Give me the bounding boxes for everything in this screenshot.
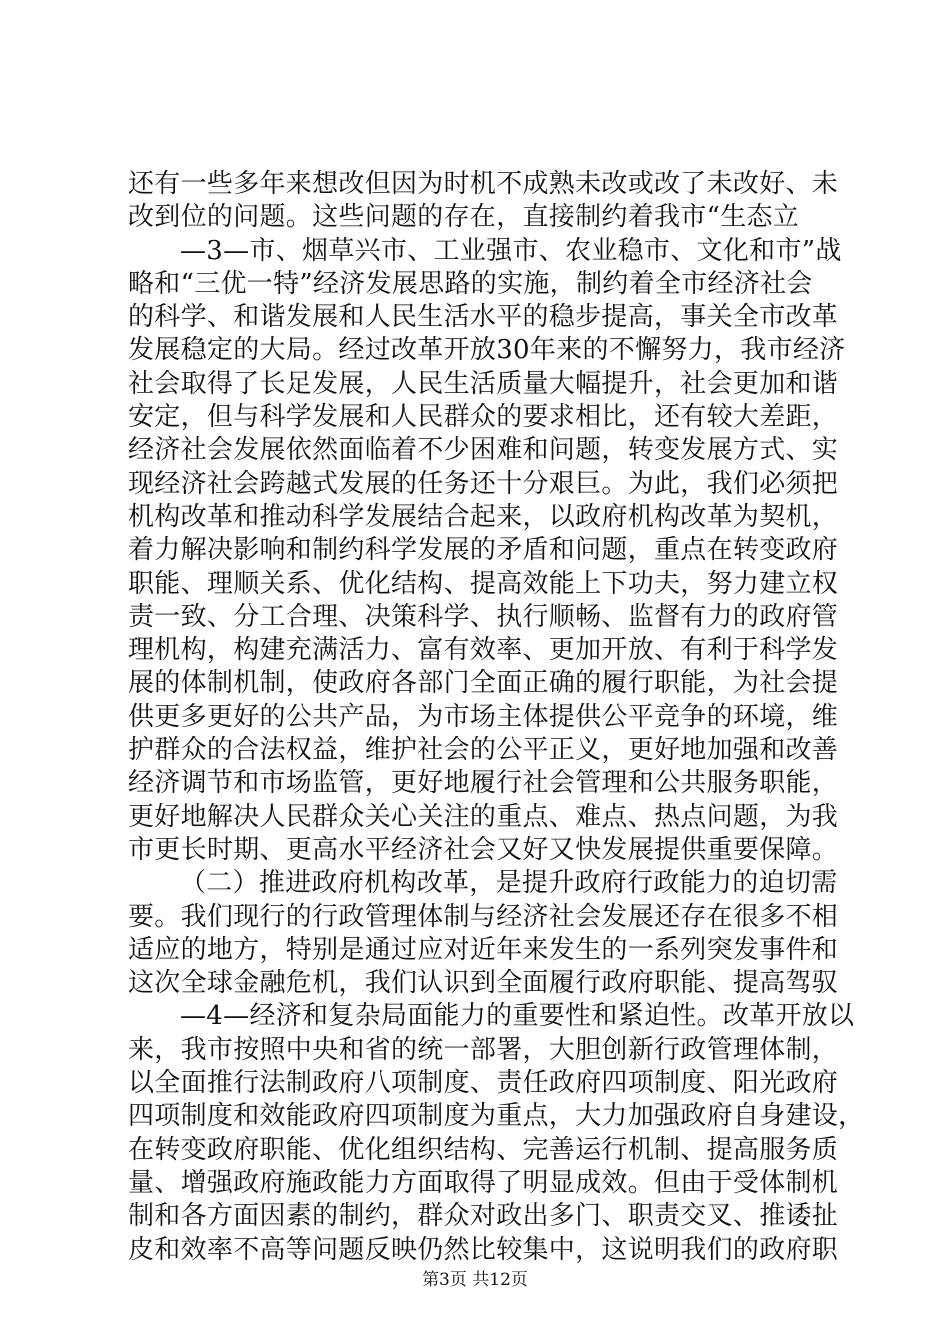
text-line: 护群众的合法权益，维护社会的公平正义，更好地加强和改善 <box>128 735 839 766</box>
text-line: 这次全球金融危机，我们认识到全面履行政府职能、提高驾驭 <box>128 968 839 999</box>
text-line: 理机构，构建充满活力、富有效率、更加开放、有利于科学发 <box>128 635 839 666</box>
text-line: 在转变政府职能、优化组织结构、完善运行机制、提高服务质 <box>128 1134 839 1165</box>
text-line: 着力解决影响和制约科学发展的矛盾和问题，重点在转变政府 <box>128 535 839 566</box>
page-footer <box>0 1270 950 1290</box>
text-line: 改到位的问题。这些问题的存在，直接制约着我市“生态立 <box>128 202 800 233</box>
text-line: 还有一些多年来想改但因为时机不成熟未改或改了未改好、未 <box>128 169 839 199</box>
text-line: 机构改革和推动科学发展结合起来，以政府机构改革为契机， <box>128 501 839 532</box>
text-line: 要。我们现行的行政管理体制与经济社会发展还存在很多不相 <box>128 901 839 932</box>
text-line: —3—市、烟草兴市、工业强市、农业稳市、文化和市”战 <box>180 235 842 266</box>
text-line: 略和“三优一特”经济发展思路的实施，制约着全市经济社会 <box>128 268 813 299</box>
text-line: 安定，但与科学发展和人民群众的要求相比，还有较大差距， <box>128 402 839 433</box>
text-line: 经济调节和市场监管，更好地履行社会管理和公共服务职能， <box>128 768 839 799</box>
text-line: 来，我市按照中央和省的统一部署，大胆创新行政管理体制， <box>128 1034 839 1065</box>
text-line: 以全面推行法制政府八项制度、责任政府四项制度、阳光政府 <box>128 1068 839 1099</box>
text-line: 四项制度和效能政府四项制度为重点，大力加强政府自身建设， <box>128 1101 865 1132</box>
text-line: （二）推进政府机构改革，是提升政府行政能力的迫切需 <box>180 868 838 899</box>
page-number-label: 第3页 共12页 <box>422 1270 528 1290</box>
text-line: 适应的地方，特别是通过应对近年来发生的一系列突发事件和 <box>128 934 839 965</box>
text-line: 皮和效率不高等问题反映仍然比较集中，这说明我们的政府职 <box>128 1234 839 1265</box>
text-line: 发展稳定的大局。经过改革开放30年来的不懈努力，我市经济 <box>128 335 846 366</box>
body-text <box>128 168 865 1267</box>
text-line: 职能、理顺关系、优化结构、提高效能上下功夫，努力建立权 <box>128 568 839 599</box>
text-line: 责一致、分工合理、决策科学、执行顺畅、监督有力的政府管 <box>128 601 839 632</box>
text-line: 供更多更好的公共产品，为市场主体提供公平竞争的环境，维 <box>128 701 839 732</box>
text-line: 的科学、和谐发展和人民生活水平的稳步提高，事关全市改革 <box>128 302 839 333</box>
text-line: 更好地解决人民群众关心关注的重点、难点、热点问题，为我 <box>128 801 839 832</box>
text-line: 量、增强政府施政能力方面取得了明显成效。但由于受体制机 <box>128 1167 839 1198</box>
text-line: —4—经济和复杂局面能力的重要性和紧迫性。改革开放以 <box>180 1001 855 1032</box>
text-line: 现经济社会跨越式发展的任务还十分艰巨。为此，我们必须把 <box>128 468 839 499</box>
text-line: 展的体制机制，使政府各部门全面正确的履行职能，为社会提 <box>128 668 839 699</box>
text-line: 经济社会发展依然面临着不少困难和问题，转变发展方式、实 <box>128 435 839 466</box>
text-line: 市更长时期、更高水平经济社会又好又快发展提供重要保障。 <box>128 834 839 865</box>
text-line: 制和各方面因素的制约，群众对政出多门、职责交叉、推诿扯 <box>128 1201 839 1232</box>
text-line: 社会取得了长足发展，人民生活质量大幅提升，社会更加和谐 <box>128 368 839 399</box>
